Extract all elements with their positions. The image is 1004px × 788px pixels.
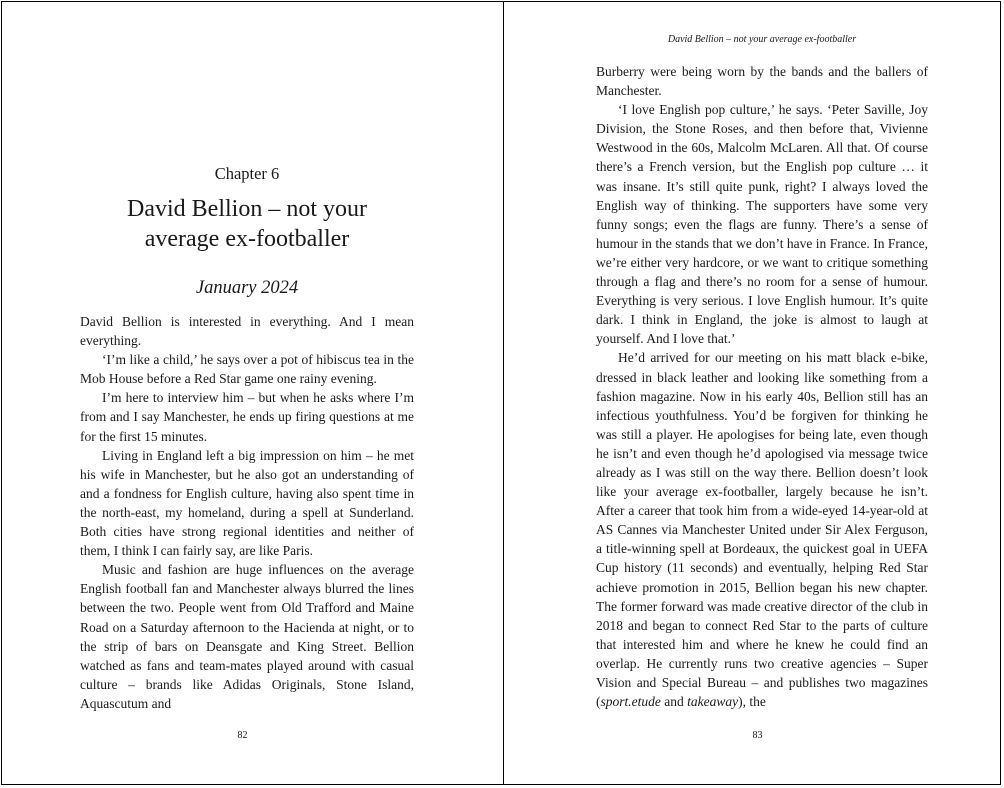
paragraph: ‘I love English pop culture,’ he says. ‘Peter Saville, Joy Division, the Stone Roses, and then before that, Vivienne Westwood in the 60s, Malcolm McLaren. All that. Of course there’s a French version, but the English pop culture … it was insane. It’s still quite punk, right? I always loved the English way of thinking. The supporters have some very funny songs; even the flags are funny. There’s a sense of humour in the stands that we don’t have in France. In France, we’re either very hardcore, or we want to critique something through a flag and there’s no room for a sense of humour. Everything is very serious. I love English humour. It’s quite dark. I think in England, the joke is almost to laugh at yourself. And I love that.’	[596, 102, 928, 347]
chapter-title	[80, 194, 414, 254]
paragraph: ‘I’m like a child,’ he says over a pot of hibiscus tea in the Mob House before a Red Star game one rainy evening.	[80, 352, 414, 387]
magazine-title-2: takeaway	[687, 694, 739, 710]
book-spread	[1, 1, 1001, 785]
chapter-title-line-1: David Bellion – not your	[127, 196, 367, 222]
paragraph: David Bellion is interested in everything. And I mean everything.	[80, 314, 414, 349]
chapter-date: January 2024	[195, 278, 299, 298]
paragraph: Music and fashion are huge influences on the average English football fan and Manchester always blurred the lines between the two. People went from Old Trafford and Maine Road on a Saturday afternoon to the Hacienda at night, or to the strip of bars on Deansgate and King Street. Bellion watched as fans and team-mates played around with casual culture – brands like Adidas Originals, Stone Island, Aquascutum and	[80, 562, 414, 711]
chapter-number: Chapter 6	[214, 164, 280, 183]
page-number-right: 83	[752, 730, 763, 741]
paragraph: I’m here to interview him – but when he asks where I’m from and I say Manchester, he ends up firing questions at me for the first 15 minutes.	[80, 390, 414, 444]
paragraph-last	[596, 348, 928, 711]
magazine-join: and	[660, 694, 688, 710]
running-head: David Bellion – not your average ex-footballer	[667, 34, 857, 45]
left-body-text	[80, 312, 414, 713]
chapter-title-line-2: average ex-footballer	[144, 226, 350, 252]
right-page	[504, 2, 1001, 784]
right-body-text	[596, 62, 928, 711]
magazine-title-1: sport.etude	[600, 694, 661, 710]
page-number-left: 82	[237, 730, 248, 741]
paragraph: Living in England left a big impression on him – he met his wife in Manchester, but he also got an understanding of and a fondness for English culture, having also spent time in the north-east, my homeland, during a spell at Sunderland. Both cities have strong regional identities and neither of them, I think I can fairly say, are like Paris.	[80, 447, 414, 559]
paragraph: Burberry were being worn by the bands and the ballers of Manchester.	[596, 64, 928, 99]
left-page	[2, 2, 503, 784]
paragraph-tail: ), the	[738, 694, 766, 710]
paragraph-text: He’d arrived for our meeting on his matt black e-bike, dressed in black leather and looking like something from a fashion magazine. Now in his early 40s, Bellion still has an infectious youthfulness. You’d be forgiven for thinking he was still a player. He apologises for being late, even though he isn’t and even though he’d apologised via message twice already as I was still on the way there. Bellion doesn’t look like your average ex-footballer, largely because he isn’t. After a career that took him from a wide-eyed 14-year-old at AS Cannes via Manchester United under Sir Alex Ferguson, a title-winning spell at Bordeaux, the quickest goal in UEFA Cup history (11 seconds) and eventually, helping Red Star achieve promotion in 2015, Bellion began his new chapter. The former forward was made creative director of the club in 2018 and began to connect Red Star to the parts of culture that interested him and where he knew he could find an overlap. He currently runs two creative agencies – Super Vision and Special Bureau – and publishes two magazines (	[596, 350, 928, 710]
